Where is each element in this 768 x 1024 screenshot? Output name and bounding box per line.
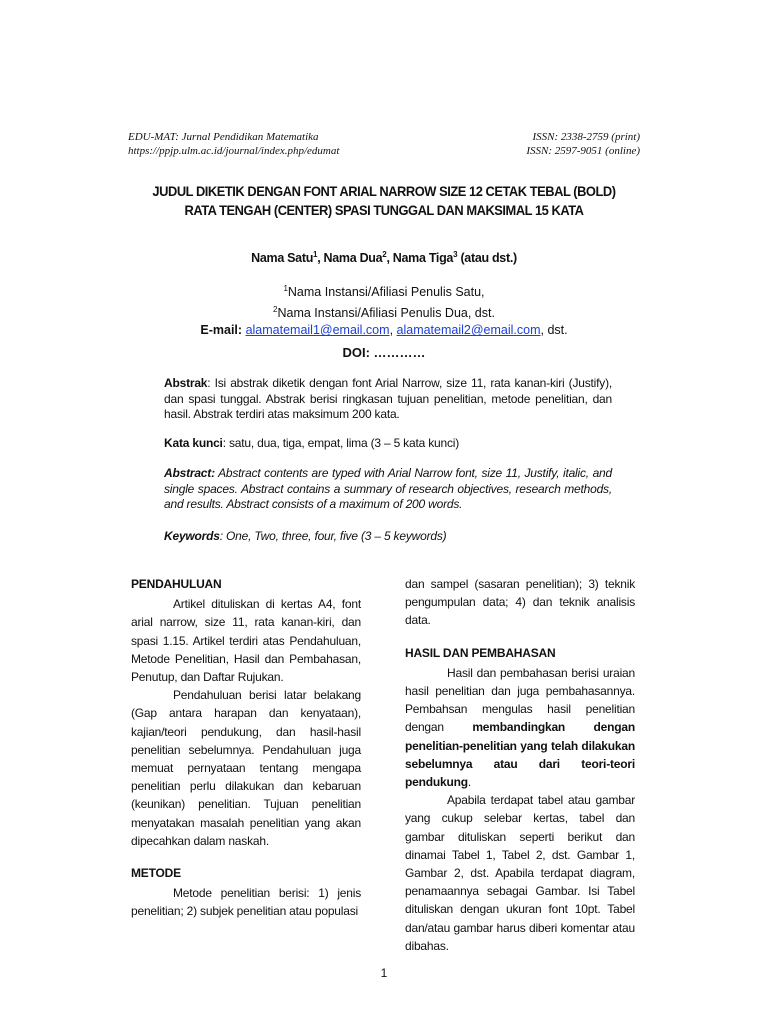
paragraph: dan sampel (sasaran penelitian); 3) teknik pengumpulan data; 4) dan teknik analisis data. [405, 577, 635, 628]
journal-url[interactable]: https://ppjp.ulm.ac.id/journal/index.php/edumat [128, 145, 340, 157]
abstrak-label: Abstrak [164, 376, 208, 390]
paragraph: Metode penelitian berisi: 1) jenis penelitian; 2) subjek penelitian atau populasi [131, 886, 361, 919]
issn-print: ISSN: 2338-2759 (print) [532, 131, 640, 143]
spacer [405, 630, 635, 644]
highlighted-text: membandingkan dengan penelitian-penelitian yang telah dilakukan sebelumnya atau dari teori-teori pendukung [405, 720, 635, 790]
aff-2-text: Nama Instansi/Afiliasi Penulis Dua, dst. [277, 306, 495, 321]
abstrak-block [164, 376, 612, 423]
affiliation-1 [128, 280, 640, 301]
author-2: Nama Dua [323, 251, 383, 266]
keywords-block [164, 529, 612, 545]
author-3-sup: 3 [453, 250, 458, 259]
doi: DOI: ………… [342, 345, 426, 360]
paragraph-text: Hasil dan pembahasan berisi uraian hasil penelitian dan juga pembahasannya. Pembahsan mengulas hasil penelitian dengan [405, 665, 635, 735]
email-label: E-mail: [200, 323, 243, 338]
author-list: Nama Satu$^1$, Nama Dua$^2$, Nama Tiga$^3$ (atau dst.) [251, 250, 517, 266]
author-3: Nama Tiga [392, 251, 454, 266]
section-heading-metode: METODE [131, 866, 181, 881]
email-link-1[interactable]: alamatemail1@email.com [245, 323, 390, 338]
aff-2-sup: 2 [273, 305, 278, 315]
kata-kunci-text: : satu, dua, tiga, empat, lima (3 – 5 kata kunci) [222, 436, 460, 450]
email-line: E-mail: alamatemail1@email.com, alamatemail2@email.com, dst. [200, 323, 568, 338]
abstract-en-text: Abstract contents are typed with Arial Narrow font, size 11, Justify, italic, and single spaces. Abstract contains a summary of research objectives, research methods, and results. Abstract consists of a maximum of 200 words. [164, 466, 612, 512]
paragraph: Apabila terdapat tabel atau gambar yang cukup selebar kertas, tabel dan gambar dituliskan seperti berikut dan dinamai Tabel 1, Tabel 2, dst. Gambar 1, Gambar 2, dst. Apabila terdapat diagram, penamaannya sebagai Gambar. Isi Tabel dituliskan dengan ukuran font 10pt. Tabel dan/atau gambar harus diberi komentar atau dibahas. [405, 793, 635, 953]
paragraph [405, 664, 635, 791]
email-tail: , dst. [540, 323, 568, 338]
affiliation-2 [128, 301, 640, 322]
spacer [131, 850, 361, 864]
right-column [405, 575, 635, 955]
author-2-sup: 2 [382, 250, 387, 259]
author-1: Nama Satu [251, 251, 314, 266]
keywords-text: : One, Two, three, four, five (3 – 5 keywords) [219, 529, 447, 543]
email-link-2[interactable]: alamatemail2@email.com [396, 323, 541, 338]
author-tail: (atau dst.) [460, 251, 517, 266]
author-1-sup: 1 [313, 250, 318, 259]
title-line-1: JUDUL DIKETIK DENGAN FONT ARIAL NARROW SIZE 12 CETAK TEBAL (BOLD) [152, 183, 616, 199]
abstract-en-block [164, 466, 612, 513]
title-line-2: RATA TENGAH (CENTER) SPASI TUNGGAL DAN MAKSIMAL 15 KATA [184, 202, 584, 218]
left-column [131, 575, 361, 921]
page-number: 1 [380, 966, 388, 980]
paragraph-text: . [467, 775, 471, 790]
aff-1-text: Nama Instansi/Afiliasi Penulis Satu, [287, 285, 485, 300]
abstract-en-label: Abstract: [164, 466, 215, 480]
aff-1-sup: 1 [283, 284, 288, 293]
journal-name: EDU-MAT: Jurnal Pendidikan Matematika [128, 131, 319, 143]
running-header [128, 130, 640, 158]
section-heading-pendahuluan: PENDAHULUAN [131, 577, 222, 591]
section-heading-hasil: HASIL DAN PEMBAHASAN [405, 645, 556, 660]
issn-online: ISSN: 2597-9051 (online) [526, 145, 640, 157]
affiliations [128, 280, 640, 339]
kata-kunci-label: Kata kunci [164, 436, 223, 450]
kata-kunci-block [164, 436, 612, 452]
abstrak-text: : Isi abstrak diketik dengan font Arial Narrow, size 11, rata kanan-kiri (Justify), dan spasi tunggal. Abstrak berisi ringkasan tujuan penelitian, metode penelitian, dan hasil. Abstrak terdiri atas maksimum 200 kata. [164, 376, 612, 422]
paper-title [141, 182, 627, 220]
paragraph: Pendahuluan berisi latar belakang (Gap antara harapan dan kenyataan), kajian/teori pendukung, dan hasil-hasil penelitian sebelumnya. Pendahuluan juga memuat pernyataan tentang mengapa penelitian perlu dilakukan dan kebaruan (keunikan) penelitian. Tujuan penelitian menyatakan masalah penelitian yang akan dipecahkan dalam naskah. [131, 688, 361, 848]
keywords-label: Keywords [164, 529, 220, 543]
paragraph: Artikel dituliskan di kertas A4, font arial narrow, size 11, rata kanan-kiri, dan spasi 1.15. Artikel terdiri atas Pendahuluan, Metode Penelitian, Hasil dan Pembahasan, Penutup, dan Daftar Rujukan. [131, 597, 361, 685]
